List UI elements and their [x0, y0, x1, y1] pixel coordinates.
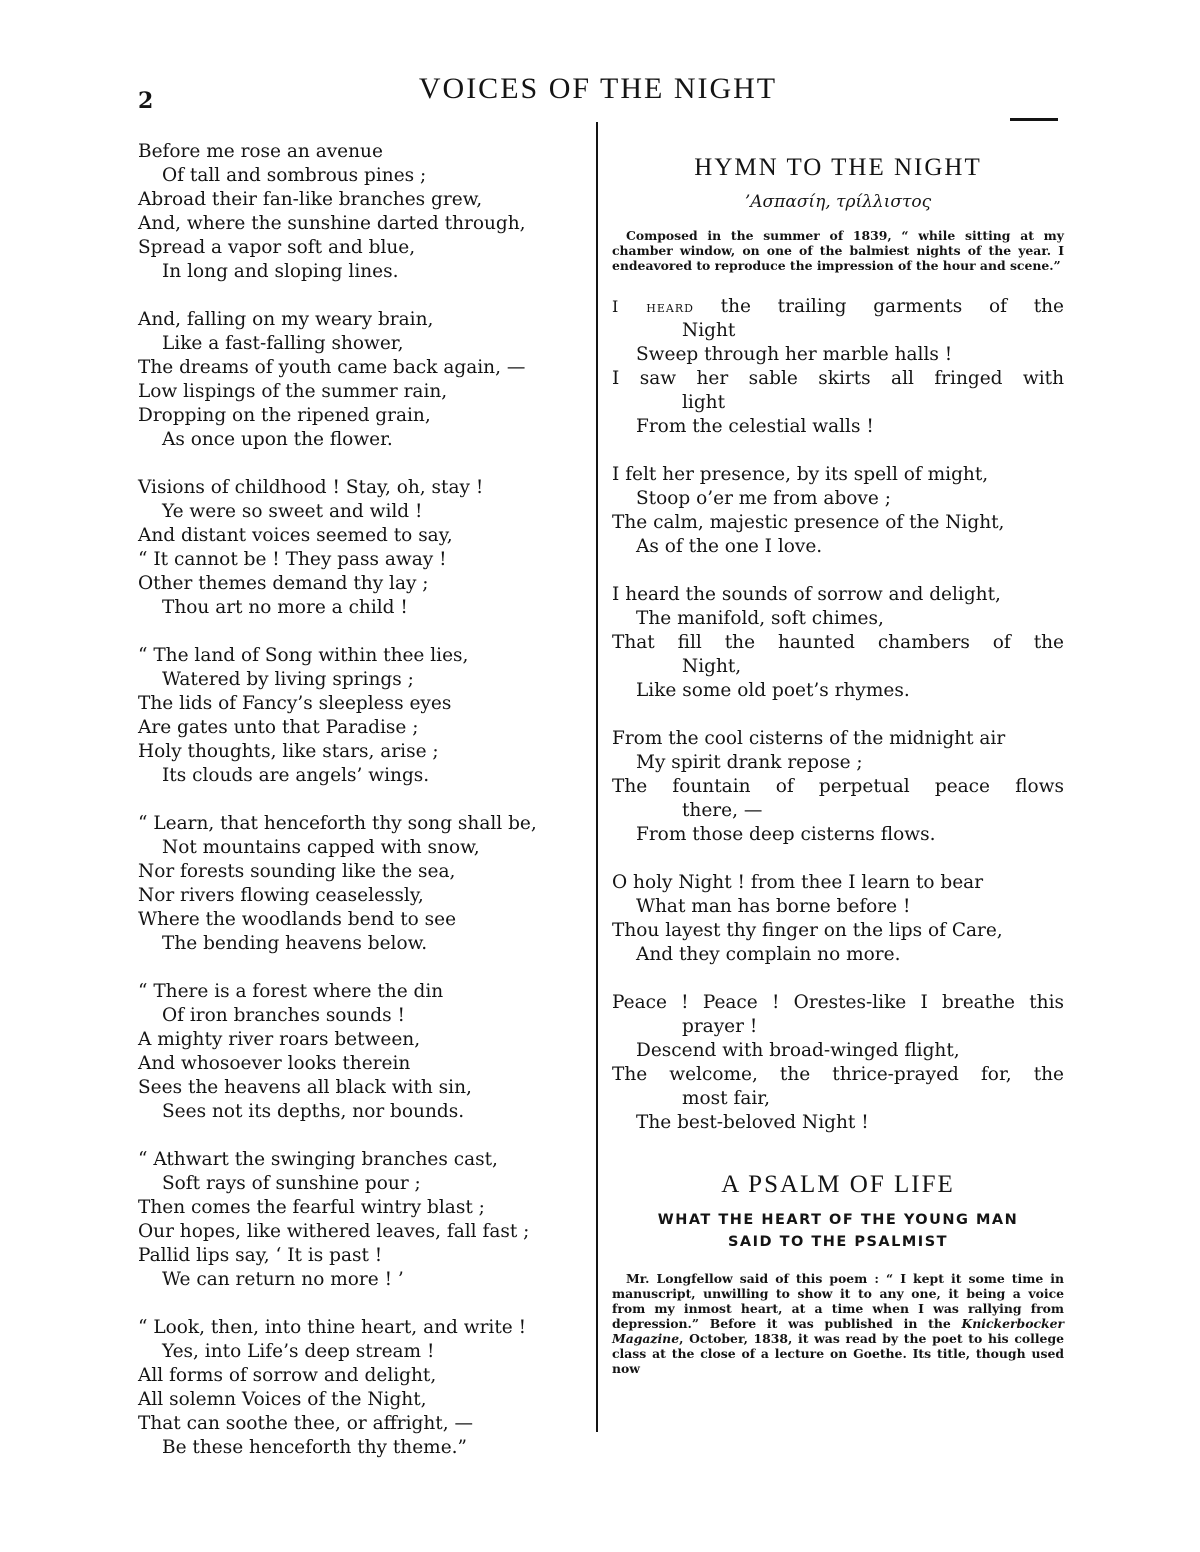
psalm-note — [612, 1271, 1064, 1376]
stanza — [138, 1316, 583, 1460]
verse-line: That fill the haunted chambers of the — [612, 632, 1064, 653]
verse-line: All forms of sorrow and delight, — [138, 1365, 437, 1386]
verse-line: The welcome, the thrice-prayed for, the — [612, 1064, 1064, 1085]
stanza — [138, 1148, 583, 1292]
verse-line: Other themes demand thy lay ; — [138, 573, 429, 594]
left-column — [138, 140, 583, 1484]
verse-line: Before me rose an avenue — [138, 141, 383, 162]
verse-line: Holy thoughts, like stars, arise ; — [138, 741, 439, 762]
verse-line: Nor rivers flowing ceaselessly, — [138, 885, 424, 906]
hymn-epigraph: ’Ασπασίη, τρίλλιστος — [744, 192, 932, 212]
page-header — [138, 72, 1058, 116]
stanza — [612, 727, 1064, 847]
verse-line: Dropping on the ripened grain, — [138, 405, 431, 426]
verse-line: Visions of childhood ! Stay, oh, stay ! — [138, 477, 484, 498]
verse-line: I saw her sable skirts all fringed with — [612, 368, 1064, 389]
verse-line: And they complain no more. — [636, 944, 901, 965]
verse-line-continued: Night, — [682, 656, 742, 677]
verse-line: All solemn Voices of the Night, — [138, 1389, 427, 1410]
verse-line: The best-beloved Night ! — [636, 1112, 869, 1133]
verse-line: Spread a vapor soft and blue, — [138, 237, 416, 258]
right-column — [612, 140, 1064, 1398]
verse-line: O holy Night ! from thee I learn to bear — [612, 872, 984, 893]
verse-line: Of iron branches sounds ! — [162, 1005, 405, 1026]
verse-line: In long and sloping lines. — [162, 261, 399, 282]
verse-line: A mighty river roars between, — [138, 1029, 421, 1050]
verse-line: Like some old poet’s rhymes. — [636, 680, 910, 701]
verse-line: Pallid lips say, ‘ It is past ! — [138, 1245, 383, 1266]
psalm-note-text-cont: , October, 1838, it was read by the poet to his college class at the close of a lecture on Goethe. Its title, though used now — [612, 1331, 1064, 1376]
verse-line: “ The land of Song within thee lies, — [138, 645, 469, 666]
page-number: 2 — [138, 88, 154, 114]
verse-line: From the cool cisterns of the midnight air — [612, 728, 1006, 749]
verse-line-continued: prayer ! — [682, 1016, 758, 1037]
verse-line: “ Learn, that henceforth thy song shall be, — [138, 813, 537, 834]
verse-line: Thou art no more a child ! — [162, 597, 408, 618]
verse-line: And whosoever looks therein — [138, 1053, 411, 1074]
verse-line: Yes, into Life’s deep stream ! — [162, 1341, 435, 1362]
psalm-subtitle — [612, 1209, 1064, 1253]
verse-line: Are gates unto that Paradise ; — [138, 717, 419, 738]
verse-line: “ There is a forest where the din — [138, 981, 444, 1002]
psalm-subtitle-line: SAID TO THE PSALMIST — [727, 1234, 949, 1250]
verse-line: That can soothe thee, or affright, — — [138, 1413, 473, 1434]
verse-line-continued: there, — — [682, 800, 763, 821]
verse-line: The calm, majestic presence of the Night, — [612, 512, 1005, 533]
verse-line: Our hopes, like withered leaves, fall fast ; — [138, 1221, 530, 1242]
verse-line: I felt her presence, by its spell of might, — [612, 464, 989, 485]
stanza — [612, 871, 1064, 967]
verse-line: Nor forests sounding like the sea, — [138, 861, 456, 882]
verse-line-continued: most fair, — [682, 1088, 770, 1109]
verse-line: Low lispings of the summer rain, — [138, 381, 448, 402]
verse-line: And, where the sunshine darted through, — [138, 213, 526, 234]
header-rule — [1010, 118, 1058, 121]
hymn-note-text: Composed in the summer of 1839, “ while sitting at my chamber window, on one of the balmiest nights of the year. I endeavored to reproduce the impression of the hour and scene.” — [612, 228, 1064, 273]
verse-line: The manifold, soft chimes, — [636, 608, 884, 629]
verse-line: And distant voices seemed to say, — [138, 525, 453, 546]
verse-line: Then comes the fearful wintry blast ; — [138, 1197, 485, 1218]
psalm-note-text: Mr. Longfellow said of this poem : “ I kept it some time in manuscript, unwilling to show it to any one, it being a voice from my inmost heart, at a time when I was rallying from depression.” Before it was published in the — [612, 1271, 1064, 1331]
stanza — [612, 991, 1064, 1135]
verse-line: “ Athwart the swinging branches cast, — [138, 1149, 498, 1170]
hymn-note — [612, 228, 1064, 273]
verse-line: From those deep cisterns flows. — [636, 824, 936, 845]
verse-line: Descend with broad-winged flight, — [636, 1040, 960, 1061]
verse-line-continued: light — [682, 392, 726, 413]
verse-line: Sweep through her marble halls ! — [636, 344, 953, 365]
verse-line: “ Look, then, into thine heart, and write ! — [138, 1317, 527, 1338]
verse-line: Not mountains capped with snow, — [162, 837, 480, 858]
stanza — [612, 463, 1064, 559]
stanza — [138, 980, 583, 1124]
opening-small-caps: I heard — [612, 297, 694, 316]
verse-line: The dreams of youth came back again, — — [138, 357, 526, 378]
verse-line: Watered by living springs ; — [162, 669, 414, 690]
verse-line: Soft rays of sunshine pour ; — [162, 1173, 421, 1194]
magazine-title: Knickerbocker Magazine — [612, 1316, 1064, 1346]
verse-line: We can return no more ! ’ — [162, 1269, 404, 1290]
stanza — [138, 476, 583, 620]
psalm-subtitle-line: WHAT THE HEART OF THE YOUNG MAN — [657, 1212, 1019, 1228]
stanza — [138, 140, 583, 284]
verse-line — [612, 295, 1064, 319]
verse-line: Abroad their fan-like branches grew, — [138, 189, 483, 210]
psalm-title: A PSALM OF LIFE — [721, 1171, 955, 1198]
verse-line: Sees not its depths, nor bounds. — [162, 1101, 465, 1122]
verse-line: Ye were so sweet and wild ! — [162, 501, 423, 522]
verse-line: Sees the heavens all black with sin, — [138, 1077, 472, 1098]
verse-line: Of tall and sombrous pines ; — [162, 165, 427, 186]
verse-line-continued: Night — [682, 320, 736, 341]
stanza — [138, 644, 583, 788]
verse-line: Peace ! Peace ! Orestes-like I breathe this — [612, 992, 1064, 1013]
stanza — [612, 295, 1064, 439]
verse-line: Stoop o’er me from above ; — [636, 488, 891, 509]
verse-line: From the celestial walls ! — [636, 416, 874, 437]
verse-line: The bending heavens below. — [162, 933, 428, 954]
running-title: VOICES OF THE NIGHT — [418, 72, 778, 105]
verse-line: Where the woodlands bend to see — [138, 909, 457, 930]
verse-text: the trailing garments of the — [720, 296, 1064, 317]
stanza — [138, 308, 583, 452]
stanza — [612, 583, 1064, 703]
stanza — [138, 812, 583, 956]
column-divider — [596, 122, 598, 1432]
verse-line: As of the one I love. — [636, 536, 823, 557]
verse-line: “ It cannot be ! They pass away ! — [138, 549, 447, 570]
verse-line: And, falling on my weary brain, — [138, 309, 434, 330]
verse-line: Be these henceforth thy theme.” — [162, 1437, 467, 1458]
verse-line: Its clouds are angels’ wings. — [162, 765, 430, 786]
hymn-title: HYMN TO THE NIGHT — [694, 154, 982, 181]
verse-line: Like a fast-falling shower, — [162, 333, 404, 354]
verse-line: Thou layest thy finger on the lips of Care, — [612, 920, 1003, 941]
verse-line: The lids of Fancy’s sleepless eyes — [138, 693, 452, 714]
verse-line: The fountain of perpetual peace flows — [612, 776, 1064, 797]
verse-line: As once upon the flower. — [162, 429, 393, 450]
verse-line: I heard the sounds of sorrow and delight, — [612, 584, 1001, 605]
verse-line: My spirit drank repose ; — [636, 752, 863, 773]
verse-line: What man has borne before ! — [636, 896, 911, 917]
